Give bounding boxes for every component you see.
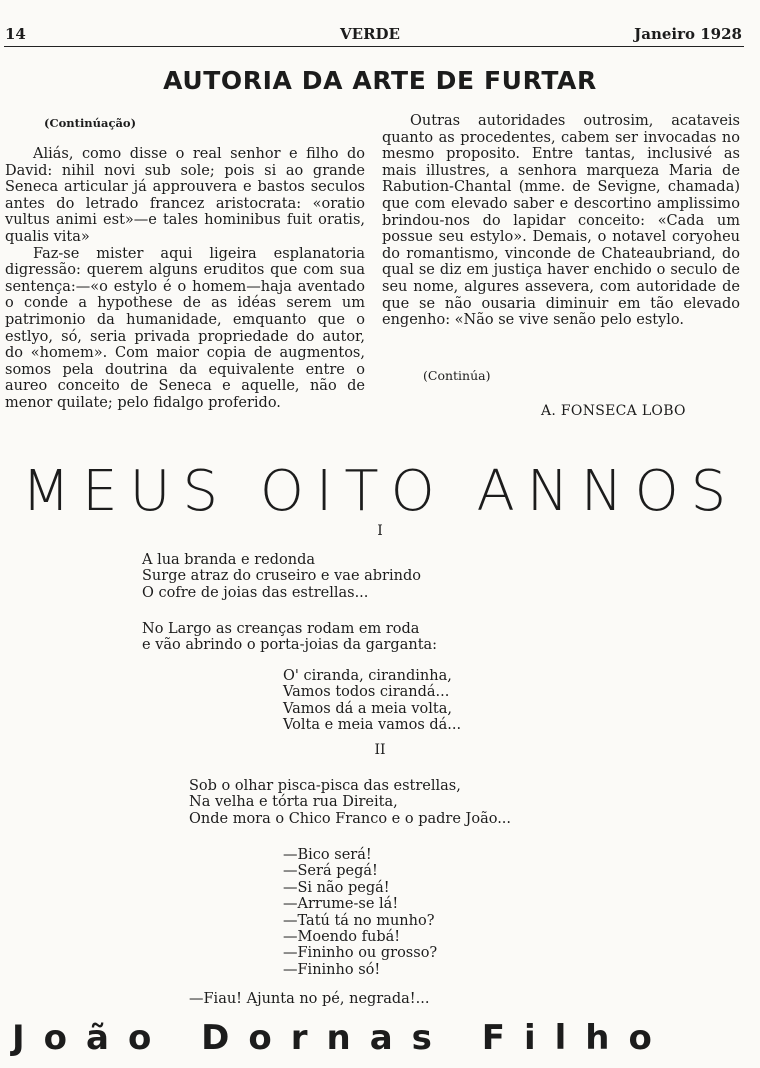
verse-line: Onde mora o Chico Franco e o padre João... — [189, 810, 512, 827]
verse-line: Surge atraz do cruseiro e vae abrindo — [142, 568, 421, 585]
left-paragraph: Aliás, como disse o real senhor e filho do David: nihil novi sub sole; pois si ao grande Seneca articular já approuvera e bastos seculos antes do letrado francez aristocrata: «oratio vultus animi est»—e tales hominibus fuit oratis, qualis vita» — [5, 146, 365, 245]
stanza-3 — [283, 668, 461, 734]
article-title: AUTORIA DA ARTE DE FURTAR — [163, 66, 597, 95]
article-signature: A. FONSECA LOBO — [541, 403, 686, 419]
verse-line: —Será pegá! — [283, 863, 378, 880]
verse-line: A lua branda e redonda — [142, 552, 316, 568]
verse-line: e vão abrindo o porta-joias da garganta: — [142, 637, 438, 654]
verse-line: —Tatú tá no munho? — [283, 912, 435, 929]
verse-line: —Moendo fubá! — [283, 928, 401, 945]
verse-line: —Arrume-se lá! — [283, 896, 399, 913]
article-right-column — [382, 113, 740, 329]
verse-line: Vamos todos cirandá... — [283, 684, 450, 701]
poem-final-line: —Fiau! Ajunta no pé, negrada!... — [189, 991, 430, 1007]
verse-line: Sob o olhar pisca-pisca das estrellas, — [189, 778, 461, 794]
issue-date: Janeiro 1928 — [634, 25, 742, 43]
verse-line: O cofre de joias das estrellas... — [142, 584, 369, 601]
stanza-4 — [189, 778, 511, 827]
continuation-note: (Continúação) — [44, 116, 137, 130]
poem-author: João Dornas Filho — [12, 1018, 671, 1058]
verse-line: Vamos dá a meia volta, — [283, 700, 452, 717]
verse-line: —Fininho ou grosso? — [283, 945, 438, 962]
verse-line: Volta e meia vamos dá... — [283, 717, 462, 734]
verse-line: —Bico será! — [283, 847, 372, 863]
stanza-2 — [142, 621, 437, 654]
verse-line: —Fininho só! — [283, 961, 381, 978]
page-number: 14 — [5, 25, 26, 43]
stanza-5 — [283, 847, 437, 978]
header-rule — [4, 46, 744, 47]
right-paragraph: Outras autoridades outrosim, acataveis quanto as procedentes, cabem ser invocadas no mesmo proposito. Entre tantas, inclusivé as mais illustres, a senhora marqueza Maria de Rabution-Chantal (mme. de Sevigne, chamada) que com elevado saber e descortino amplissimo brindou-nos do lapidar conceito: «Cada um possue seu estylo». Demais, o notavel coryoheu do romantismo, vinconde de Chateaubriand, do qual se diz em justiça haver enchido o seculo de seu nome, algures assevera, com autoridade de que se não ousaria diminuir em tão elevado engenho: «Não se vive senão pelo estylo. — [382, 113, 740, 329]
poem-part-2-numeral: II — [374, 742, 386, 758]
poem-part-1-numeral: I — [377, 523, 383, 539]
journal-name: VERDE — [340, 25, 400, 43]
verse-line: —Si não pegá! — [283, 879, 390, 896]
verse-line: Na velha e tórta rua Direita, — [189, 794, 398, 811]
continua-note: (Continúa) — [423, 368, 491, 383]
stanza-1 — [142, 552, 421, 601]
article-left-column — [5, 146, 365, 412]
poem-title: MEUS OITO ANNOS — [21, 459, 739, 524]
verse-line: O' ciranda, cirandinha, — [283, 668, 452, 684]
verse-line: No Largo as creanças rodam em roda — [142, 621, 420, 637]
left-paragraph: Faz-se mister aqui ligeira esplanatoria digressão: querem alguns eruditos que com sua sentença:—«o estylo é o homem—haja aventado o conde a hypothese de as idéas serem um patrimonio da humanidade, emquanto que o estlyo, só, seria privada propriedade do autor, do «homem». Com maior copia de augmentos, somos pela doutrina da equivalente entre o aureo conceito de Seneca e aquelle, não de menor quilate; pelo fidalgo proferido. — [5, 245, 365, 411]
